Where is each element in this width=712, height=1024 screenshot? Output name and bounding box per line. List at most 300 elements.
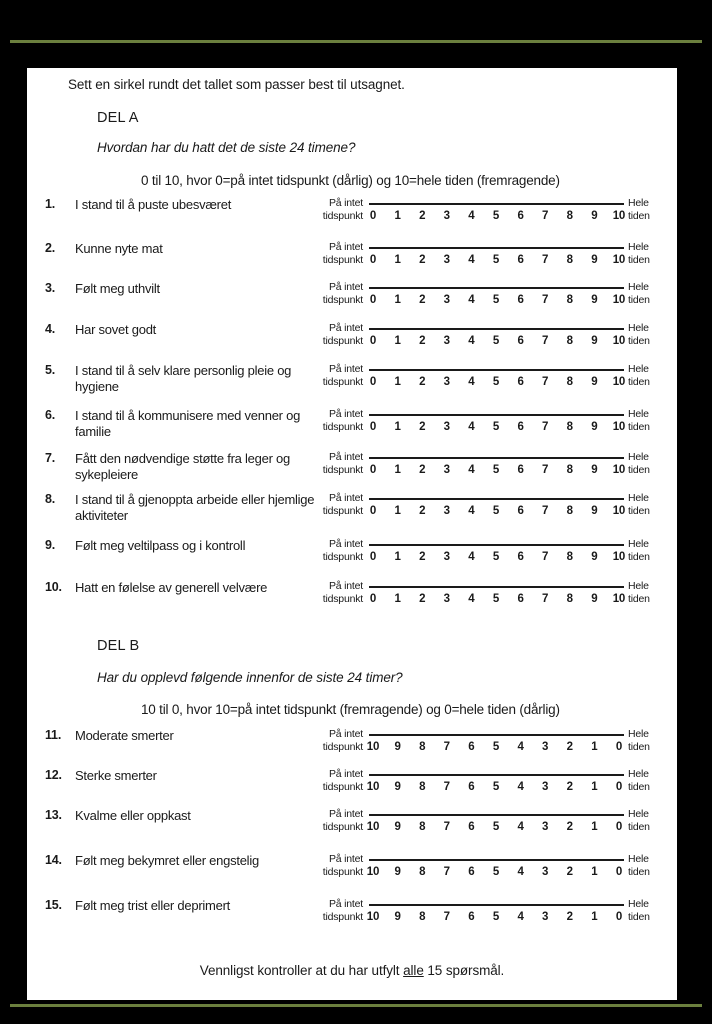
scale-option[interactable]: 6 <box>468 781 475 793</box>
part-question-b: Har du opplevd følgende innenfor de siste 24 timer? <box>97 670 403 685</box>
scale-anchor-right-top: Hele <box>628 728 649 740</box>
scale-option[interactable]: 7 <box>542 551 549 563</box>
scale-line <box>369 328 624 330</box>
scale-option[interactable]: 5 <box>492 464 500 476</box>
item-text: Følt meg veltilpass og i kontroll <box>75 538 246 553</box>
scale-anchor-left-top: På intet <box>328 768 363 780</box>
scale-option[interactable]: 1 <box>394 421 401 433</box>
scale-option[interactable]: 4 <box>468 335 475 347</box>
scale-option[interactable]: 1 <box>394 294 401 306</box>
item-number: 8. <box>45 492 56 506</box>
scale-option[interactable]: 10 <box>366 741 380 753</box>
scale-anchor-right-bottom: tiden <box>628 335 650 347</box>
scale-line <box>369 369 624 371</box>
item-text: Sterke smerter <box>75 768 157 783</box>
item-number: 12. <box>45 768 62 782</box>
scale-anchor-left-top: På intet <box>328 492 363 504</box>
scale-option[interactable]: 8 <box>566 551 573 563</box>
scale-option[interactable]: 10 <box>366 781 380 793</box>
scale-option[interactable]: 9 <box>591 593 598 605</box>
scale-anchor-left-bottom: tidspunkt <box>322 376 363 388</box>
item-text: Har sovet godt <box>75 322 157 337</box>
scale-option[interactable]: 4 <box>517 866 524 878</box>
scale-option[interactable]: 5 <box>492 294 500 306</box>
scale-line <box>369 904 624 906</box>
item-number: 2. <box>45 241 56 255</box>
scale-option[interactable]: 3 <box>443 505 450 517</box>
scale-option[interactable]: 9 <box>591 551 598 563</box>
scale-option[interactable]: 5 <box>492 254 500 266</box>
scale-option[interactable]: 1 <box>394 335 401 347</box>
scale-option[interactable]: 6 <box>468 741 475 753</box>
scale-option[interactable]: 3 <box>542 821 549 833</box>
scale-anchor-right-top: Hele <box>628 197 649 209</box>
scale-anchor-right-bottom: tiden <box>628 464 650 476</box>
scale-option[interactable]: 9 <box>591 421 598 433</box>
scale-option[interactable]: 8 <box>566 376 573 388</box>
scale-option[interactable]: 7 <box>542 593 549 605</box>
scale-option[interactable]: 4 <box>468 551 475 563</box>
rating-scale[interactable] <box>305 281 665 308</box>
scale-number-options[interactable] <box>365 254 627 266</box>
scale-option[interactable]: 0 <box>369 294 377 306</box>
scale-option[interactable]: 5 <box>492 210 500 222</box>
scale-option[interactable]: 7 <box>443 866 450 878</box>
scale-option[interactable]: 10 <box>612 254 626 266</box>
scale-option[interactable]: 9 <box>394 866 401 878</box>
scale-option[interactable]: 4 <box>517 911 524 923</box>
scale-option[interactable]: 6 <box>517 593 524 605</box>
scale-anchor-right-bottom: tiden <box>628 294 650 306</box>
scale-number-options[interactable] <box>365 294 627 306</box>
rating-scale[interactable] <box>305 451 665 478</box>
footer-underlined-word: alle <box>403 963 424 978</box>
scale-option[interactable]: 0 <box>615 781 623 793</box>
scale-anchor-right-bottom: tiden <box>628 505 650 517</box>
scale-anchor-right-bottom: tiden <box>628 866 650 878</box>
scale-option[interactable]: 0 <box>369 335 377 347</box>
scale-option[interactable]: 8 <box>566 593 573 605</box>
scale-anchor-left-bottom: tidspunkt <box>322 781 363 793</box>
scale-number-options[interactable] <box>365 210 627 222</box>
scale-option[interactable]: 5 <box>492 335 500 347</box>
scale-option[interactable]: 8 <box>566 210 573 222</box>
rating-scale[interactable] <box>305 768 665 795</box>
scale-number-options[interactable] <box>365 866 627 878</box>
item-text: Hatt en følelse av generell velvære <box>75 580 268 595</box>
scale-option[interactable]: 1 <box>394 210 401 222</box>
scale-option[interactable]: 10 <box>612 593 626 605</box>
item-number: 1. <box>45 197 56 211</box>
scale-option[interactable]: 7 <box>542 294 549 306</box>
item-number: 7. <box>45 451 56 465</box>
scale-option[interactable]: 2 <box>566 741 573 753</box>
scale-option[interactable]: 5 <box>492 376 500 388</box>
scale-number-options[interactable] <box>365 781 627 793</box>
item-text: Moderate smerter <box>75 728 174 743</box>
scale-number-options[interactable] <box>365 821 627 833</box>
scale-option[interactable]: 1 <box>591 741 598 753</box>
scale-option[interactable]: 7 <box>542 505 549 517</box>
rating-scale[interactable] <box>305 197 665 224</box>
scale-option[interactable]: 8 <box>566 421 573 433</box>
footer-prefix: Vennligst kontroller at du har utfylt <box>199 963 404 978</box>
item-text: I stand til å gjenoppta arbeide eller hjemlige aktiviteter <box>75 492 315 523</box>
scale-option[interactable]: 2 <box>566 781 573 793</box>
item-text: Følt meg trist eller deprimert <box>75 898 231 913</box>
scale-option[interactable]: 4 <box>468 505 475 517</box>
scale-option[interactable]: 0 <box>369 210 377 222</box>
scale-line <box>369 414 624 416</box>
scale-option[interactable]: 5 <box>492 551 500 563</box>
scale-anchor-left-top: På intet <box>328 728 363 740</box>
scale-option[interactable]: 6 <box>517 505 524 517</box>
item-text: Følt meg bekymret eller engstelig <box>75 853 259 868</box>
scale-option[interactable]: 2 <box>419 254 426 266</box>
scale-anchor-left-top: På intet <box>328 322 363 334</box>
top-divider-rule <box>10 40 702 43</box>
scale-option[interactable]: 9 <box>394 821 401 833</box>
scale-option[interactable]: 5 <box>492 505 500 517</box>
scale-option[interactable]: 10 <box>612 551 626 563</box>
scale-option[interactable]: 0 <box>369 464 377 476</box>
scale-anchor-right-top: Hele <box>628 768 649 780</box>
scale-anchor-right-bottom: tiden <box>628 376 650 388</box>
scale-option[interactable]: 9 <box>591 294 598 306</box>
footer-suffix: 15 spørsmål. <box>423 963 505 978</box>
item-text: Kunne nyte mat <box>75 241 163 256</box>
scale-option[interactable]: 8 <box>419 781 426 793</box>
scale-line <box>369 203 624 205</box>
scale-option[interactable]: 7 <box>542 210 549 222</box>
scale-anchor-right-top: Hele <box>628 281 649 293</box>
scale-option[interactable]: 7 <box>542 335 549 347</box>
scale-option[interactable]: 6 <box>468 911 475 923</box>
scale-anchor-left-bottom: tidspunkt <box>322 551 363 563</box>
scale-anchor-right-top: Hele <box>628 808 649 820</box>
scale-anchor-right-bottom: tiden <box>628 210 650 222</box>
rating-scale[interactable] <box>305 808 665 835</box>
scale-option[interactable]: 10 <box>612 294 626 306</box>
scale-option[interactable]: 7 <box>443 781 450 793</box>
scale-option[interactable]: 6 <box>517 210 524 222</box>
rating-scale[interactable] <box>305 322 665 349</box>
scale-option[interactable]: 6 <box>517 254 524 266</box>
scale-number-options[interactable] <box>365 421 627 433</box>
scale-number-options[interactable] <box>365 741 627 753</box>
scale-option[interactable]: 1 <box>394 551 401 563</box>
scale-anchor-right-bottom: tiden <box>628 781 650 793</box>
item-number: 11. <box>45 728 62 742</box>
page-instruction: Sett en sirkel rundt det tallet som passer best til utsagnet. <box>68 77 405 92</box>
scale-option[interactable]: 2 <box>419 210 426 222</box>
scale-option[interactable]: 0 <box>615 741 623 753</box>
scale-option[interactable]: 9 <box>591 254 598 266</box>
scale-anchor-left-bottom: tidspunkt <box>322 210 363 222</box>
scale-option[interactable]: 1 <box>394 376 401 388</box>
scale-option[interactable]: 8 <box>566 464 573 476</box>
scale-option[interactable]: 2 <box>419 551 426 563</box>
rating-scale[interactable] <box>305 580 665 607</box>
scale-option[interactable]: 4 <box>468 254 475 266</box>
scale-anchor-left-top: På intet <box>328 197 363 209</box>
scale-option[interactable]: 7 <box>542 254 549 266</box>
scale-option[interactable]: 9 <box>394 741 401 753</box>
scale-option[interactable]: 1 <box>591 781 598 793</box>
scale-option[interactable]: 8 <box>566 335 573 347</box>
scale-option[interactable]: 1 <box>591 821 598 833</box>
scale-option[interactable]: 6 <box>517 376 524 388</box>
scale-anchor-left-bottom: tidspunkt <box>322 911 363 923</box>
scale-option[interactable]: 1 <box>394 464 401 476</box>
scale-option[interactable]: 4 <box>468 421 475 433</box>
scale-option[interactable]: 5 <box>492 741 500 753</box>
scale-number-options[interactable] <box>365 911 627 923</box>
scale-option[interactable]: 7 <box>443 911 450 923</box>
scale-option[interactable]: 6 <box>517 335 524 347</box>
scale-option[interactable]: 9 <box>591 464 598 476</box>
scale-option[interactable]: 6 <box>517 551 524 563</box>
scale-option[interactable]: 3 <box>443 593 450 605</box>
scale-option[interactable]: 2 <box>566 866 573 878</box>
scale-option[interactable]: 5 <box>492 821 500 833</box>
scale-option[interactable]: 10 <box>366 911 380 923</box>
part-heading-a: DEL A <box>97 110 139 126</box>
scale-option[interactable]: 10 <box>612 505 626 517</box>
scale-number-options[interactable] <box>365 593 627 605</box>
scale-anchor-left-bottom: tidspunkt <box>322 294 363 306</box>
scale-option[interactable]: 9 <box>591 376 598 388</box>
scale-option[interactable]: 2 <box>566 911 573 923</box>
scale-line <box>369 544 624 546</box>
scale-option[interactable]: 1 <box>591 911 598 923</box>
scale-option[interactable]: 7 <box>542 376 549 388</box>
scale-option[interactable]: 0 <box>369 551 377 563</box>
scale-line <box>369 814 624 816</box>
scale-anchor-left-top: På intet <box>328 808 363 820</box>
scale-anchor-left-bottom: tidspunkt <box>322 335 363 347</box>
scale-option[interactable]: 7 <box>443 821 450 833</box>
scale-option[interactable]: 1 <box>394 505 401 517</box>
scale-anchor-right-bottom: tiden <box>628 254 650 266</box>
scale-anchor-right-bottom: tiden <box>628 741 650 753</box>
scale-line <box>369 734 624 736</box>
rating-scale[interactable] <box>305 241 665 268</box>
scale-option[interactable]: 7 <box>542 464 549 476</box>
scale-anchor-left-bottom: tidspunkt <box>322 821 363 833</box>
scale-anchor-left-top: På intet <box>328 408 363 420</box>
scale-anchor-right-bottom: tiden <box>628 421 650 433</box>
scale-anchor-left-top: På intet <box>328 853 363 865</box>
scale-option[interactable]: 4 <box>517 781 524 793</box>
item-text: Følt meg uthvilt <box>75 281 160 296</box>
scale-option[interactable]: 0 <box>369 505 377 517</box>
scale-option[interactable]: 9 <box>591 210 598 222</box>
scale-option[interactable]: 2 <box>419 593 426 605</box>
scale-line <box>369 247 624 249</box>
scale-option[interactable]: 3 <box>443 210 450 222</box>
scale-anchor-right-bottom: tiden <box>628 593 650 605</box>
scale-option[interactable]: 7 <box>542 421 549 433</box>
scale-description-b: 10 til 0, hvor 10=på intet tidspunkt (fremragende) og 0=hele tiden (dårlig) <box>141 702 560 717</box>
scale-option[interactable]: 5 <box>492 781 500 793</box>
scale-option[interactable]: 10 <box>366 866 380 878</box>
rating-scale[interactable] <box>305 492 665 519</box>
scale-option[interactable]: 6 <box>468 821 475 833</box>
scale-option[interactable]: 2 <box>566 821 573 833</box>
scale-option[interactable]: 8 <box>566 294 573 306</box>
rating-scale[interactable] <box>305 363 665 390</box>
scale-anchor-right-top: Hele <box>628 853 649 865</box>
rating-scale[interactable] <box>305 538 665 565</box>
scale-anchor-left-bottom: tidspunkt <box>322 254 363 266</box>
scale-option[interactable]: 7 <box>443 741 450 753</box>
scale-option[interactable]: 10 <box>612 376 626 388</box>
scale-option[interactable]: 4 <box>468 376 475 388</box>
scale-option[interactable]: 9 <box>591 335 598 347</box>
scale-option[interactable]: 6 <box>517 421 524 433</box>
rating-scale[interactable] <box>305 898 665 925</box>
rating-scale[interactable] <box>305 408 665 435</box>
scale-option[interactable]: 2 <box>419 294 426 306</box>
item-text: Fått den nødvendige støtte fra leger og sykepleiere <box>75 451 290 482</box>
scale-anchor-right-bottom: tiden <box>628 551 650 563</box>
scale-option[interactable]: 4 <box>468 294 475 306</box>
scale-anchor-left-top: På intet <box>328 451 363 463</box>
scale-option[interactable]: 10 <box>612 210 626 222</box>
scale-line <box>369 498 624 500</box>
scale-option[interactable]: 0 <box>369 254 377 266</box>
scale-option[interactable]: 8 <box>419 911 426 923</box>
scale-option[interactable]: 3 <box>443 376 450 388</box>
scale-option[interactable]: 4 <box>517 821 524 833</box>
scale-option[interactable]: 4 <box>517 741 524 753</box>
scale-option[interactable]: 4 <box>468 464 475 476</box>
scale-anchor-right-top: Hele <box>628 538 649 550</box>
scale-option[interactable]: 3 <box>443 254 450 266</box>
scale-option[interactable]: 4 <box>468 210 475 222</box>
scale-option[interactable]: 3 <box>443 335 450 347</box>
scale-option[interactable]: 3 <box>542 741 549 753</box>
item-number: 4. <box>45 322 56 336</box>
scale-line <box>369 586 624 588</box>
scale-option[interactable]: 8 <box>566 254 573 266</box>
scale-option[interactable]: 3 <box>443 464 450 476</box>
scale-option[interactable]: 1 <box>591 866 598 878</box>
scale-option[interactable]: 3 <box>542 866 549 878</box>
scale-anchor-left-top: På intet <box>328 898 363 910</box>
item-text: I stand til å puste ubesværet <box>75 197 232 212</box>
item-number: 6. <box>45 408 56 422</box>
scale-number-options[interactable] <box>365 505 627 517</box>
scale-option[interactable]: 1 <box>394 254 401 266</box>
scale-number-options[interactable] <box>365 376 627 388</box>
part-question-a: Hvordan har du hatt det de siste 24 timene? <box>97 140 356 155</box>
footer-note <box>27 963 677 978</box>
scale-option[interactable]: 0 <box>369 593 377 605</box>
scale-option[interactable]: 5 <box>492 911 500 923</box>
scale-anchor-right-top: Hele <box>628 492 649 504</box>
scale-option[interactable]: 2 <box>419 505 426 517</box>
scale-option[interactable]: 2 <box>419 335 426 347</box>
scale-option[interactable]: 4 <box>468 593 475 605</box>
scale-option[interactable]: 0 <box>615 821 623 833</box>
scale-option[interactable]: 10 <box>612 421 626 433</box>
scale-number-options[interactable] <box>365 551 627 563</box>
scale-anchor-left-bottom: tidspunkt <box>322 866 363 878</box>
item-number: 13. <box>45 808 62 822</box>
scale-option[interactable]: 9 <box>591 505 598 517</box>
rating-scale[interactable] <box>305 853 665 880</box>
scale-option[interactable]: 2 <box>419 464 426 476</box>
bottom-divider-rule <box>10 1004 702 1007</box>
part-heading-b: DEL B <box>97 638 140 654</box>
scale-option[interactable]: 5 <box>492 866 500 878</box>
scale-option[interactable]: 3 <box>443 294 450 306</box>
scale-option[interactable]: 10 <box>612 464 626 476</box>
scale-option[interactable]: 8 <box>419 866 426 878</box>
scale-option[interactable]: 2 <box>419 421 426 433</box>
scale-option[interactable]: 8 <box>566 505 573 517</box>
scale-option[interactable]: 0 <box>369 376 377 388</box>
scale-option[interactable]: 8 <box>419 821 426 833</box>
scale-anchor-left-bottom: tidspunkt <box>322 593 363 605</box>
scale-anchor-right-top: Hele <box>628 363 649 375</box>
scale-option[interactable]: 10 <box>366 821 380 833</box>
scale-anchor-left-top: På intet <box>328 538 363 550</box>
scale-anchor-right-top: Hele <box>628 408 649 420</box>
item-text: I stand til å kommunisere med venner og familie <box>75 408 301 439</box>
scale-line <box>369 774 624 776</box>
item-number: 14. <box>45 853 62 867</box>
scale-option[interactable]: 6 <box>468 866 475 878</box>
questionnaire-page <box>27 68 677 1000</box>
scale-anchor-right-top: Hele <box>628 451 649 463</box>
item-number: 5. <box>45 363 56 377</box>
item-text: Kvalme eller oppkast <box>75 808 191 823</box>
scale-option[interactable]: 5 <box>492 421 500 433</box>
scale-option[interactable]: 8 <box>419 741 426 753</box>
scale-option[interactable]: 0 <box>615 866 623 878</box>
scale-option[interactable]: 2 <box>419 376 426 388</box>
scale-option[interactable]: 3 <box>542 911 549 923</box>
scale-option[interactable]: 10 <box>612 335 626 347</box>
scale-option[interactable]: 9 <box>394 781 401 793</box>
rating-scale[interactable] <box>305 728 665 755</box>
scale-number-options[interactable] <box>365 335 627 347</box>
scale-option[interactable]: 3 <box>443 551 450 563</box>
scale-option[interactable]: 5 <box>492 593 500 605</box>
scale-line <box>369 457 624 459</box>
scale-option[interactable]: 0 <box>615 911 623 923</box>
scale-anchor-left-top: På intet <box>328 241 363 253</box>
scale-option[interactable]: 0 <box>369 421 377 433</box>
scale-option[interactable]: 1 <box>394 593 401 605</box>
item-text: I stand til å selv klare personlig pleie og hygiene <box>75 363 292 394</box>
scale-anchor-right-top: Hele <box>628 241 649 253</box>
scale-anchor-right-top: Hele <box>628 898 649 910</box>
item-number: 9. <box>45 538 56 552</box>
scale-option[interactable]: 9 <box>394 911 401 923</box>
scale-line <box>369 287 624 289</box>
scale-option[interactable]: 6 <box>517 294 524 306</box>
scale-option[interactable]: 3 <box>542 781 549 793</box>
scale-option[interactable]: 6 <box>517 464 524 476</box>
scale-number-options[interactable] <box>365 464 627 476</box>
scale-option[interactable]: 3 <box>443 421 450 433</box>
scale-anchor-right-bottom: tiden <box>628 911 650 923</box>
scale-description-a: 0 til 10, hvor 0=på intet tidspunkt (dårlig) og 10=hele tiden (fremragende) <box>141 173 560 188</box>
